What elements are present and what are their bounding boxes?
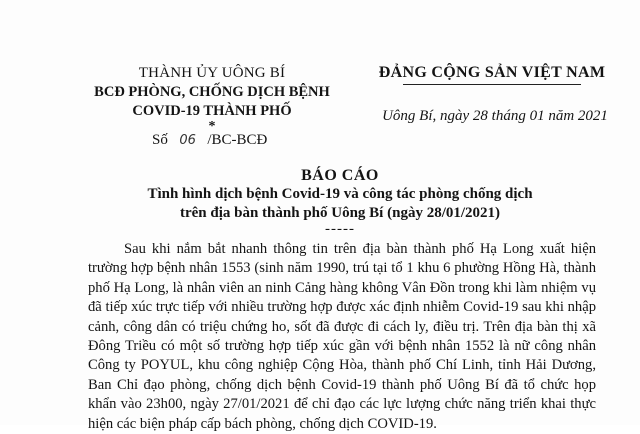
parent-organization: THÀNH ỦY UÔNG BÍ (138, 65, 286, 81)
party-header (352, 64, 632, 85)
place-and-date: Uông Bí, ngày 28 tháng 01 năm 2021 (382, 108, 608, 124)
body-paragraph: Sau khi nắm bắt nhanh thông tin trên địa bàn thành phố Hạ Long xuất hiện trường hợp bệnh nhân 1553 (sinh năm 1990, trú tại tổ 1 khu 6 phường Hồng Hà, thành phố Hạ Long, là nhân viên an ninh Cảng hàng không Vân Đồn trong khi làm nhiệm vụ đã tiếp xúc trực tiếp với nhiều trường hợp được xác định nhiễm Covid-19 sau khi nhập cảnh, công dân có triệu chứng ho, sốt đã được đi cách ly, điều trị. Trên địa bàn thị xã Đông Triều có một số trường hợp tiếp xúc gần với bệnh nhân 1552 là nữ công nhân Công ty POYUL, khu công nghiệp Cộng Hòa, thành phố Chí Linh, tỉnh Hải Dương, Ban Chỉ đạo phòng, chống dịch bệnh Covid-19 thành phố Uông Bí đã tổ chức họp khẩn vào 23h00, ngày 27/01/2021 để chỉ đạo các lực lượng chức năng triển khai thực hiện các biện pháp cấp bách phòng, chống dịch COVID-19. (88, 241, 596, 432)
party-name: ĐẢNG CỘNG SẢN VIỆT NAM (378, 64, 606, 81)
document-number-handwritten: 06 (179, 133, 196, 148)
title-line2: trên địa bàn thành phố Uông Bí (ngày 28/01/2021) (179, 205, 501, 221)
document-number-prefix: Số (152, 132, 168, 148)
document-number (152, 132, 267, 149)
title-separator: ----- (325, 221, 355, 237)
document-number-suffix: /BC-BCĐ (207, 132, 268, 148)
star-mark: * (208, 119, 216, 134)
document-title-block (140, 166, 540, 235)
organization-name-line2: COVID-19 THÀNH PHỐ (132, 103, 292, 119)
organization-name-line1: BCĐ PHÒNG, CHỐNG DỊCH BỆNH (94, 84, 330, 100)
issuing-authority-block (92, 64, 332, 133)
title-line1: Tình hình dịch bệnh Covid-19 và công tác phòng chống dịch (147, 186, 533, 202)
document-type: BÁO CÁO (301, 167, 379, 184)
party-name-underline (403, 84, 581, 85)
